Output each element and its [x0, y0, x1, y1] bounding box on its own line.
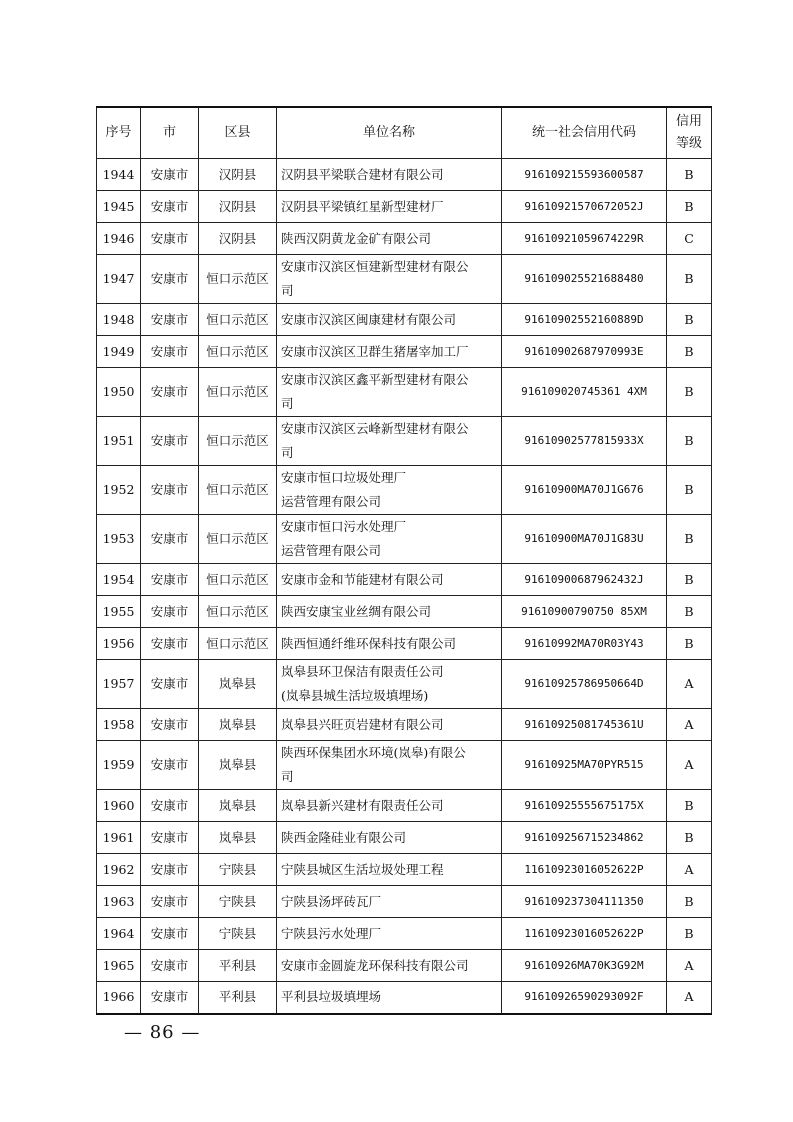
seq-cell: 1964 — [97, 918, 141, 950]
header-company: 单位名称 — [277, 107, 502, 159]
company-name-line: 宁陕县城区生活垃圾处理工程 — [281, 861, 444, 877]
credit-code-cell: 91610902577815933X — [502, 417, 667, 466]
table-row — [97, 515, 712, 564]
company-name-cell — [277, 564, 502, 596]
credit-code-cell: 91610900MA70J1G83U — [502, 515, 667, 564]
credit-grade-cell: B — [667, 368, 712, 417]
seq-cell: 1952 — [97, 466, 141, 515]
credit-code-cell: 91610900790750 85XM — [502, 596, 667, 628]
credit-code-cell: 916109020745361 4XM — [502, 368, 667, 417]
company-name-line: 安康市汉滨区恒建新型建材有限公 — [281, 259, 469, 274]
company-name-line: 安康市金圆旋龙环保科技有限公司 — [281, 957, 469, 973]
seq-cell: 1946 — [97, 223, 141, 255]
company-name-line: 安康市汉滨区云峰新型建材有限公 — [281, 421, 469, 436]
seq-cell: 1947 — [97, 255, 141, 304]
company-name-line: 宁陕县汤坪砖瓦厂 — [281, 893, 382, 909]
credit-code-cell: 91610925786950664D — [502, 660, 667, 709]
company-name-line: 安康市汉滨区鑫平新型建材有限公 — [281, 372, 469, 387]
credit-grade-cell: A — [667, 660, 712, 709]
district-cell: 恒口示范区 — [199, 336, 277, 368]
company-name-line: 岚皋县环卫保洁有限责任公司 — [281, 664, 444, 679]
company-name-line: 安康市汉滨区闽康建材有限公司 — [281, 311, 457, 327]
city-cell: 安康市 — [141, 918, 199, 950]
district-cell: 恒口示范区 — [199, 628, 277, 660]
seq-cell: 1951 — [97, 417, 141, 466]
company-name-cell — [277, 223, 502, 255]
city-cell: 安康市 — [141, 417, 199, 466]
district-cell: 恒口示范区 — [199, 564, 277, 596]
company-name-line: 陕西汉阴黄龙金矿有限公司 — [281, 230, 432, 246]
page-number: — 86 — — [124, 1022, 201, 1043]
company-name-cell — [277, 741, 502, 790]
city-cell: 安康市 — [141, 886, 199, 918]
credit-grade-cell: B — [667, 822, 712, 854]
company-name-cell — [277, 255, 502, 304]
city-cell: 安康市 — [141, 596, 199, 628]
credit-code-cell: 91610925MA70PYR515 — [502, 741, 667, 790]
table-row — [97, 223, 712, 255]
company-name-cell — [277, 790, 502, 822]
city-cell: 安康市 — [141, 709, 199, 741]
credit-code-cell: 91610902687970993E — [502, 336, 667, 368]
credit-grade-cell: A — [667, 950, 712, 982]
table-row — [97, 628, 712, 660]
credit-grade-cell: B — [667, 918, 712, 950]
district-cell: 恒口示范区 — [199, 596, 277, 628]
table-row — [97, 417, 712, 466]
credit-code-cell: 916109256715234862 — [502, 822, 667, 854]
district-cell: 平利县 — [199, 950, 277, 982]
company-name-cell — [277, 709, 502, 741]
credit-code-cell: 916109237304111350 — [502, 886, 667, 918]
seq-cell: 1957 — [97, 660, 141, 709]
credit-rating-table — [96, 106, 712, 1015]
credit-code-cell: 91610921059674229R — [502, 223, 667, 255]
credit-grade-cell: B — [667, 417, 712, 466]
credit-code-cell: 916109215593600587 — [502, 159, 667, 191]
city-cell: 安康市 — [141, 466, 199, 515]
district-cell: 岚皋县 — [199, 660, 277, 709]
company-name-cell — [277, 159, 502, 191]
header-district: 区县 — [199, 107, 277, 159]
company-name-line: (岚皋县城生活垃圾填埋场) — [281, 688, 429, 703]
table-row — [97, 596, 712, 628]
company-name-line: 宁陕县污水处理厂 — [281, 925, 382, 941]
district-cell: 恒口示范区 — [199, 466, 277, 515]
table-row — [97, 336, 712, 368]
company-name-cell — [277, 886, 502, 918]
seq-cell: 1962 — [97, 854, 141, 886]
header-row — [97, 107, 712, 159]
table-header — [97, 107, 712, 159]
seq-cell: 1944 — [97, 159, 141, 191]
table-row — [97, 918, 712, 950]
credit-grade-cell: B — [667, 596, 712, 628]
city-cell: 安康市 — [141, 223, 199, 255]
header-seq: 序号 — [97, 107, 141, 159]
district-cell: 恒口示范区 — [199, 515, 277, 564]
credit-grade-cell: B — [667, 886, 712, 918]
seq-cell: 1954 — [97, 564, 141, 596]
company-name-cell — [277, 596, 502, 628]
credit-code-cell: 11610923016052622P — [502, 854, 667, 886]
district-cell: 平利县 — [199, 982, 277, 1014]
district-cell: 岚皋县 — [199, 709, 277, 741]
company-name-line: 司 — [281, 283, 294, 298]
table-row — [97, 255, 712, 304]
credit-code-cell: 91610925081745361U — [502, 709, 667, 741]
company-name-cell — [277, 628, 502, 660]
city-cell: 安康市 — [141, 741, 199, 790]
city-cell: 安康市 — [141, 191, 199, 223]
header-city: 市 — [141, 107, 199, 159]
city-cell: 安康市 — [141, 255, 199, 304]
seq-cell: 1959 — [97, 741, 141, 790]
district-cell: 岚皋县 — [199, 790, 277, 822]
company-name-line: 司 — [281, 396, 294, 411]
city-cell: 安康市 — [141, 564, 199, 596]
district-cell: 汉阴县 — [199, 159, 277, 191]
credit-code-cell: 91610900687962432J — [502, 564, 667, 596]
seq-cell: 1963 — [97, 886, 141, 918]
company-name-cell — [277, 304, 502, 336]
seq-cell: 1950 — [97, 368, 141, 417]
credit-code-cell: 91610900MA70J1G676 — [502, 466, 667, 515]
company-name-line: 陕西金隆硅业有限公司 — [281, 829, 407, 845]
table-row — [97, 159, 712, 191]
company-name-cell — [277, 982, 502, 1014]
district-cell: 恒口示范区 — [199, 368, 277, 417]
company-name-line: 安康市汉滨区卫群生猪屠宰加工厂 — [281, 343, 469, 359]
city-cell: 安康市 — [141, 982, 199, 1014]
credit-grade-cell: B — [667, 191, 712, 223]
city-cell: 安康市 — [141, 368, 199, 417]
city-cell: 安康市 — [141, 304, 199, 336]
district-cell: 恒口示范区 — [199, 255, 277, 304]
district-cell: 岚皋县 — [199, 741, 277, 790]
credit-code-cell: 91610926590293092F — [502, 982, 667, 1014]
company-name-cell — [277, 950, 502, 982]
company-name-cell — [277, 660, 502, 709]
seq-cell: 1953 — [97, 515, 141, 564]
table-row — [97, 790, 712, 822]
company-name-line: 陕西环保集团水环境(岚皋)有限公 — [281, 745, 466, 760]
company-name-line: 汉阴县平梁联合建材有限公司 — [281, 166, 444, 182]
table-row — [97, 950, 712, 982]
seq-cell: 1949 — [97, 336, 141, 368]
company-name-cell — [277, 854, 502, 886]
district-cell: 恒口示范区 — [199, 304, 277, 336]
district-cell: 宁陕县 — [199, 886, 277, 918]
city-cell: 安康市 — [141, 515, 199, 564]
credit-grade-cell: B — [667, 159, 712, 191]
table-row — [97, 564, 712, 596]
table-body — [97, 159, 712, 1014]
credit-code-cell: 91610925555675175X — [502, 790, 667, 822]
table-row — [97, 822, 712, 854]
company-name-cell — [277, 466, 502, 515]
credit-grade-cell: C — [667, 223, 712, 255]
city-cell: 安康市 — [141, 854, 199, 886]
table-row — [97, 886, 712, 918]
company-name-line: 运营管理有限公司 — [281, 543, 382, 558]
seq-cell: 1948 — [97, 304, 141, 336]
credit-grade-cell: B — [667, 564, 712, 596]
company-name-line: 司 — [281, 445, 294, 460]
company-name-line: 司 — [281, 769, 294, 784]
table-row — [97, 854, 712, 886]
company-name-cell — [277, 918, 502, 950]
table-row — [97, 982, 712, 1014]
city-cell: 安康市 — [141, 950, 199, 982]
seq-cell: 1955 — [97, 596, 141, 628]
credit-grade-cell: B — [667, 304, 712, 336]
city-cell: 安康市 — [141, 159, 199, 191]
district-cell: 汉阴县 — [199, 223, 277, 255]
credit-grade-cell: A — [667, 854, 712, 886]
company-name-cell — [277, 822, 502, 854]
city-cell: 安康市 — [141, 822, 199, 854]
company-name-line: 运营管理有限公司 — [281, 494, 382, 509]
header-grade-line1: 信用 — [675, 114, 702, 129]
company-name-line: 安康市恒口垃圾处理厂 — [281, 470, 407, 485]
table-row — [97, 466, 712, 515]
seq-cell: 1956 — [97, 628, 141, 660]
table-row — [97, 191, 712, 223]
seq-cell: 1966 — [97, 982, 141, 1014]
header-credit-code: 统一社会信用代码 — [502, 107, 667, 159]
credit-code-cell: 91610902552160889D — [502, 304, 667, 336]
credit-code-cell: 91610921570672052J — [502, 191, 667, 223]
company-name-line: 安康市金和节能建材有限公司 — [281, 571, 444, 587]
city-cell: 安康市 — [141, 336, 199, 368]
credit-grade-cell: B — [667, 466, 712, 515]
credit-grade-cell: B — [667, 628, 712, 660]
company-name-line: 安康市恒口污水处理厂 — [281, 519, 407, 534]
district-cell: 汉阴县 — [199, 191, 277, 223]
credit-grade-cell: B — [667, 515, 712, 564]
company-name-line: 平利县垃圾填埋场 — [281, 989, 382, 1005]
company-name-line: 陕西安康宝业丝绸有限公司 — [281, 603, 432, 619]
header-credit-grade — [667, 107, 712, 159]
company-name-cell — [277, 368, 502, 417]
company-name-cell — [277, 417, 502, 466]
header-grade-line2: 等级 — [675, 136, 702, 151]
credit-code-cell: 916109025521688480 — [502, 255, 667, 304]
company-name-line: 汉阴县平梁镇红星新型建材厂 — [281, 198, 444, 214]
district-cell: 宁陕县 — [199, 854, 277, 886]
credit-code-cell: 11610923016052622P — [502, 918, 667, 950]
seq-cell: 1961 — [97, 822, 141, 854]
seq-cell: 1960 — [97, 790, 141, 822]
credit-code-cell: 91610926MA70K3G92M — [502, 950, 667, 982]
city-cell: 安康市 — [141, 660, 199, 709]
credit-grade-cell: B — [667, 336, 712, 368]
table-row — [97, 304, 712, 336]
seq-cell: 1958 — [97, 709, 141, 741]
district-cell: 恒口示范区 — [199, 417, 277, 466]
company-name-line: 岚皋县新兴建材有限责任公司 — [281, 797, 444, 813]
credit-grade-cell: A — [667, 982, 712, 1014]
district-cell: 宁陕县 — [199, 918, 277, 950]
district-cell: 岚皋县 — [199, 822, 277, 854]
seq-cell: 1945 — [97, 191, 141, 223]
credit-grade-cell: B — [667, 790, 712, 822]
city-cell: 安康市 — [141, 790, 199, 822]
credit-grade-cell: B — [667, 255, 712, 304]
company-name-line: 陕西恒通纤维环保科技有限公司 — [281, 635, 457, 651]
credit-grade-cell: A — [667, 709, 712, 741]
company-name-cell — [277, 515, 502, 564]
company-name-line: 岚皋县兴旺页岩建材有限公司 — [281, 716, 444, 732]
credit-code-cell: 91610992MA70R03Y43 — [502, 628, 667, 660]
table-row — [97, 660, 712, 709]
city-cell: 安康市 — [141, 628, 199, 660]
credit-grade-cell: A — [667, 741, 712, 790]
seq-cell: 1965 — [97, 950, 141, 982]
table-row — [97, 741, 712, 790]
table-row — [97, 709, 712, 741]
company-name-cell — [277, 336, 502, 368]
company-name-cell — [277, 191, 502, 223]
table-row — [97, 368, 712, 417]
